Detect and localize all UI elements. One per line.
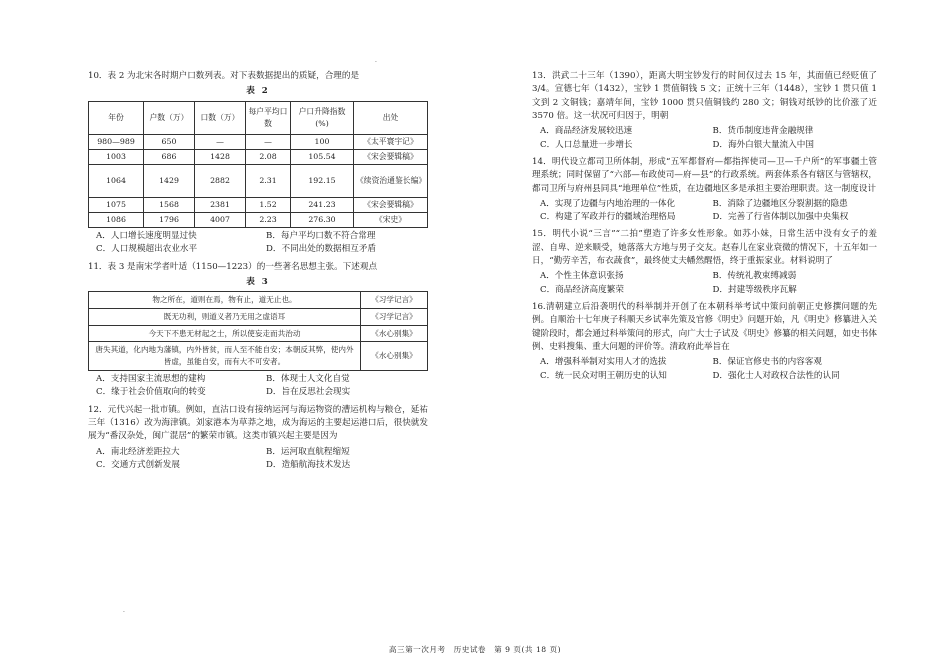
option-c[interactable]: C．人口规模超出农业水平 bbox=[96, 244, 198, 255]
option-a[interactable]: A．人口增长速度明显过快 bbox=[96, 230, 197, 241]
option-b[interactable]: B．货币制度违背金融规律 bbox=[712, 126, 814, 137]
table-cell: 1064 bbox=[89, 164, 144, 197]
table-cell: 241.23 bbox=[291, 197, 354, 212]
table-cell: 唐失其道，化内地为藩镇，内外皆贫，而人至不能自安；本朝反其弊，使内外皆虚，虽能自安，而有大不可安者。 bbox=[89, 342, 361, 371]
question-14-options bbox=[540, 198, 877, 225]
table-cell: 《宋史》 bbox=[354, 212, 428, 227]
option-d[interactable]: D．旨在反思社会现实 bbox=[266, 387, 351, 398]
option-d[interactable]: D．不同出处的数据相互矛盾 bbox=[266, 244, 377, 255]
question-14 bbox=[532, 156, 877, 225]
option-a[interactable]: A．支持国家主流思想的建构 bbox=[96, 374, 206, 385]
table-cell: — bbox=[246, 134, 291, 149]
question-13-stem: 13．洪武二十三年（1390），距离大明宝钞发行的时间仅过去 15 年，其面值已经贬值了 3/4。宣德七年（1432），宝钞 1 贯值铜钱 5 文；正统十三年（1448），宝钞 1 贯只值 1 文到 2 文铜钱；嘉靖年间，宝钞 1000 贯只值铜钱约 280 文；铜钱对纸钞的比价涨了近 3570 倍。这一状况可归因于，明朝 bbox=[532, 71, 877, 121]
option-c[interactable]: C．统一民众对明王朝历史的认知 bbox=[540, 370, 667, 381]
option-d[interactable]: D．造船航海技术发达 bbox=[266, 459, 351, 470]
table-header-cell: 每户平均口数 bbox=[246, 101, 291, 134]
table-cell: 650 bbox=[144, 134, 195, 149]
question-12-options bbox=[96, 446, 428, 473]
question-11-options bbox=[96, 373, 428, 400]
table-cell: 105.54 bbox=[291, 149, 354, 164]
left-column bbox=[88, 70, 428, 476]
table-cell: 1428 bbox=[195, 149, 246, 164]
question-16-options bbox=[540, 356, 877, 383]
table-cell: — bbox=[195, 134, 246, 149]
table-cell: 《太平寰宇记》 bbox=[354, 134, 428, 149]
option-b[interactable]: B．每户平均口数不符合常理 bbox=[266, 230, 376, 241]
table-cell: 2.31 bbox=[246, 164, 291, 197]
table-cell: 《续资治通鉴长编》 bbox=[354, 164, 428, 197]
page-mark-top: · bbox=[375, 59, 377, 66]
option-c[interactable]: C．构建了军政并行的疆域治理格局 bbox=[540, 212, 676, 223]
question-15-options bbox=[540, 270, 877, 297]
option-a[interactable]: A．商品经济发展较迅速 bbox=[540, 126, 633, 137]
option-b[interactable]: B．运河取直航程缩短 bbox=[266, 446, 350, 457]
question-15 bbox=[532, 228, 877, 297]
question-13 bbox=[532, 70, 877, 152]
table-2-title: 表 2 bbox=[246, 86, 270, 97]
option-c[interactable]: C．交通方式创新发展 bbox=[96, 459, 180, 470]
question-16 bbox=[532, 301, 877, 383]
table-cell: 980—989 bbox=[89, 134, 144, 149]
table-row bbox=[89, 308, 428, 325]
table-row bbox=[89, 212, 428, 227]
table-header-row bbox=[89, 101, 428, 134]
table-cell: 既无功利，则道义者乃无用之虚语耳 bbox=[89, 308, 361, 325]
table-2 bbox=[88, 101, 428, 228]
table-cell: 《习学记言》 bbox=[361, 292, 428, 309]
option-a[interactable]: A．南北经济差距拉大 bbox=[96, 446, 180, 457]
table-cell: 100 bbox=[291, 134, 354, 149]
table-cell: 《习学记言》 bbox=[361, 308, 428, 325]
table-cell: 《水心别集》 bbox=[361, 325, 428, 342]
right-column bbox=[532, 70, 877, 387]
option-d[interactable]: D．封建等级秩序瓦解 bbox=[712, 284, 797, 295]
option-c[interactable]: C．商品经济高度繁荣 bbox=[540, 284, 624, 295]
table-cell: 1003 bbox=[89, 149, 144, 164]
table-cell: 2.08 bbox=[246, 149, 291, 164]
question-15-stem: 15．明代小说“三言”“二拍”塑造了许多女性形象。如苏小妹，日常生活中没有女子的羞涩、自卑、逆来顺受，她落落大方地与男子交友。赵春儿在家业衰微的情况下，十五年如一日，“勤劳辛苦，布衣蔬食”，最终使丈夫幡然醒悟，终于重振家业。材料说明了 bbox=[532, 229, 877, 267]
question-16-stem: 16.清朝建立后沿袭明代的科举制并开创了在本朝科举考试中策问前朝正史修撰问题的先例。自顺治十七年庚子科顺天乡试率先策及官修《明史》问题开始，凡《明史》修纂进入关键阶段时，都会通过科举策问的形式，向广大士子试及《明史》修纂的相关问题，如史书体例、史料搜集、重大问题的评价等。清政府此举旨在 bbox=[532, 302, 877, 352]
table-cell: 4007 bbox=[195, 212, 246, 227]
table-cell: 192.15 bbox=[291, 164, 354, 197]
table-row bbox=[89, 342, 428, 371]
table-cell: 1075 bbox=[89, 197, 144, 212]
table-row bbox=[89, 149, 428, 164]
table-header-cell: 年份 bbox=[89, 101, 144, 134]
table-cell: 2381 bbox=[195, 197, 246, 212]
option-a[interactable]: A．增强科举制对实用人才的选拔 bbox=[540, 357, 667, 368]
question-10-options bbox=[96, 230, 428, 257]
table-cell: 686 bbox=[144, 149, 195, 164]
table-row bbox=[89, 134, 428, 149]
table-3-title: 表 3 bbox=[246, 276, 270, 287]
table-row bbox=[89, 325, 428, 342]
table-cell: 物之所在，道则在焉，物有止，道无止也。 bbox=[89, 292, 361, 309]
table-cell: 1086 bbox=[89, 212, 144, 227]
option-d[interactable]: D．海外白银大量流入中国 bbox=[712, 139, 814, 150]
table-header-cell: 口数（万） bbox=[195, 101, 246, 134]
table-header-cell: 户口升降指数(%) bbox=[291, 101, 354, 134]
table-header-cell: 出处 bbox=[354, 101, 428, 134]
table-3 bbox=[88, 291, 428, 371]
table-cell: 今天下不患无材起之士，所以使妄走而共治动 bbox=[89, 325, 361, 342]
option-c[interactable]: C．缘于社会价值取向的转变 bbox=[96, 387, 206, 398]
table-cell: 1796 bbox=[144, 212, 195, 227]
option-d[interactable]: D．完善了行省体制以加强中央集权 bbox=[712, 212, 849, 223]
table-cell: 2882 bbox=[195, 164, 246, 197]
question-11 bbox=[88, 261, 428, 400]
table-row bbox=[89, 197, 428, 212]
table-cell: 1568 bbox=[144, 197, 195, 212]
table-header-cell: 户数（万） bbox=[144, 101, 195, 134]
option-b[interactable]: B．消除了边疆地区分裂割据的隐患 bbox=[712, 198, 848, 209]
option-d[interactable]: D．强化士人对政权合法性的认同 bbox=[712, 370, 840, 381]
question-14-stem: 14．明代设立都司卫所体制，形成“五军都督府—都指挥使司—卫—千户所”的军事疆土管理系统；同时保留了“六部—布政使司—府—县”的行政系统。两套体系各有辖区与管辖权，都司卫所与府州县同具“地理单位”性质，在边疆地区多是承担主要治理职责。这一制度设计 bbox=[532, 156, 877, 194]
question-10-stem: 10．表 2 为北宋各时期户口数列表。对下表数据提出的质疑，合理的是 bbox=[88, 71, 360, 81]
page-footer: 高三第一次月考 历史试卷 第 9 页(共 18 页) bbox=[388, 645, 562, 654]
option-b[interactable]: B．保证官修史书的内容客观 bbox=[712, 357, 822, 368]
question-13-options bbox=[540, 125, 877, 152]
option-b[interactable]: B．体现士人文化自觉 bbox=[266, 374, 350, 385]
table-cell: 《宋会要辑稿》 bbox=[354, 149, 428, 164]
table-cell: 《宋会要辑稿》 bbox=[354, 197, 428, 212]
table-cell: 《水心别集》 bbox=[361, 342, 428, 371]
question-12-stem: 12．元代兴起一批市镇。例如，直沽口设有接纳运河与海运物资的漕运机构与粮仓，延祐三年（1316）改为海津镇。刘家港本为草莽之地，成为海运的主要起运港口后，很快就发展为“番汉杂处，闽广混居”的繁荣市镇。这类市镇兴起主要是因为 bbox=[88, 404, 428, 442]
table-cell: 276.30 bbox=[291, 212, 354, 227]
option-a[interactable]: A．实现了边疆与内地治理的一体化 bbox=[540, 198, 676, 209]
option-b[interactable]: B．传统礼教束缚减弱 bbox=[712, 271, 797, 282]
table-row bbox=[89, 292, 428, 309]
table-row bbox=[89, 164, 428, 197]
page-mark-bottom: · bbox=[123, 609, 125, 616]
question-11-stem: 11．表 3 是南宋学者叶适（1150—1223）的一些著名思想主张。下述观点 bbox=[88, 261, 378, 272]
table-cell: 2.23 bbox=[246, 212, 291, 227]
question-10 bbox=[88, 70, 428, 257]
option-c[interactable]: C．人口总量进一步增长 bbox=[540, 139, 633, 150]
option-a[interactable]: A．个性主体意识张扬 bbox=[540, 271, 624, 282]
question-12 bbox=[88, 404, 428, 473]
table-cell: 1429 bbox=[144, 164, 195, 197]
table-cell: 1.52 bbox=[246, 197, 291, 212]
